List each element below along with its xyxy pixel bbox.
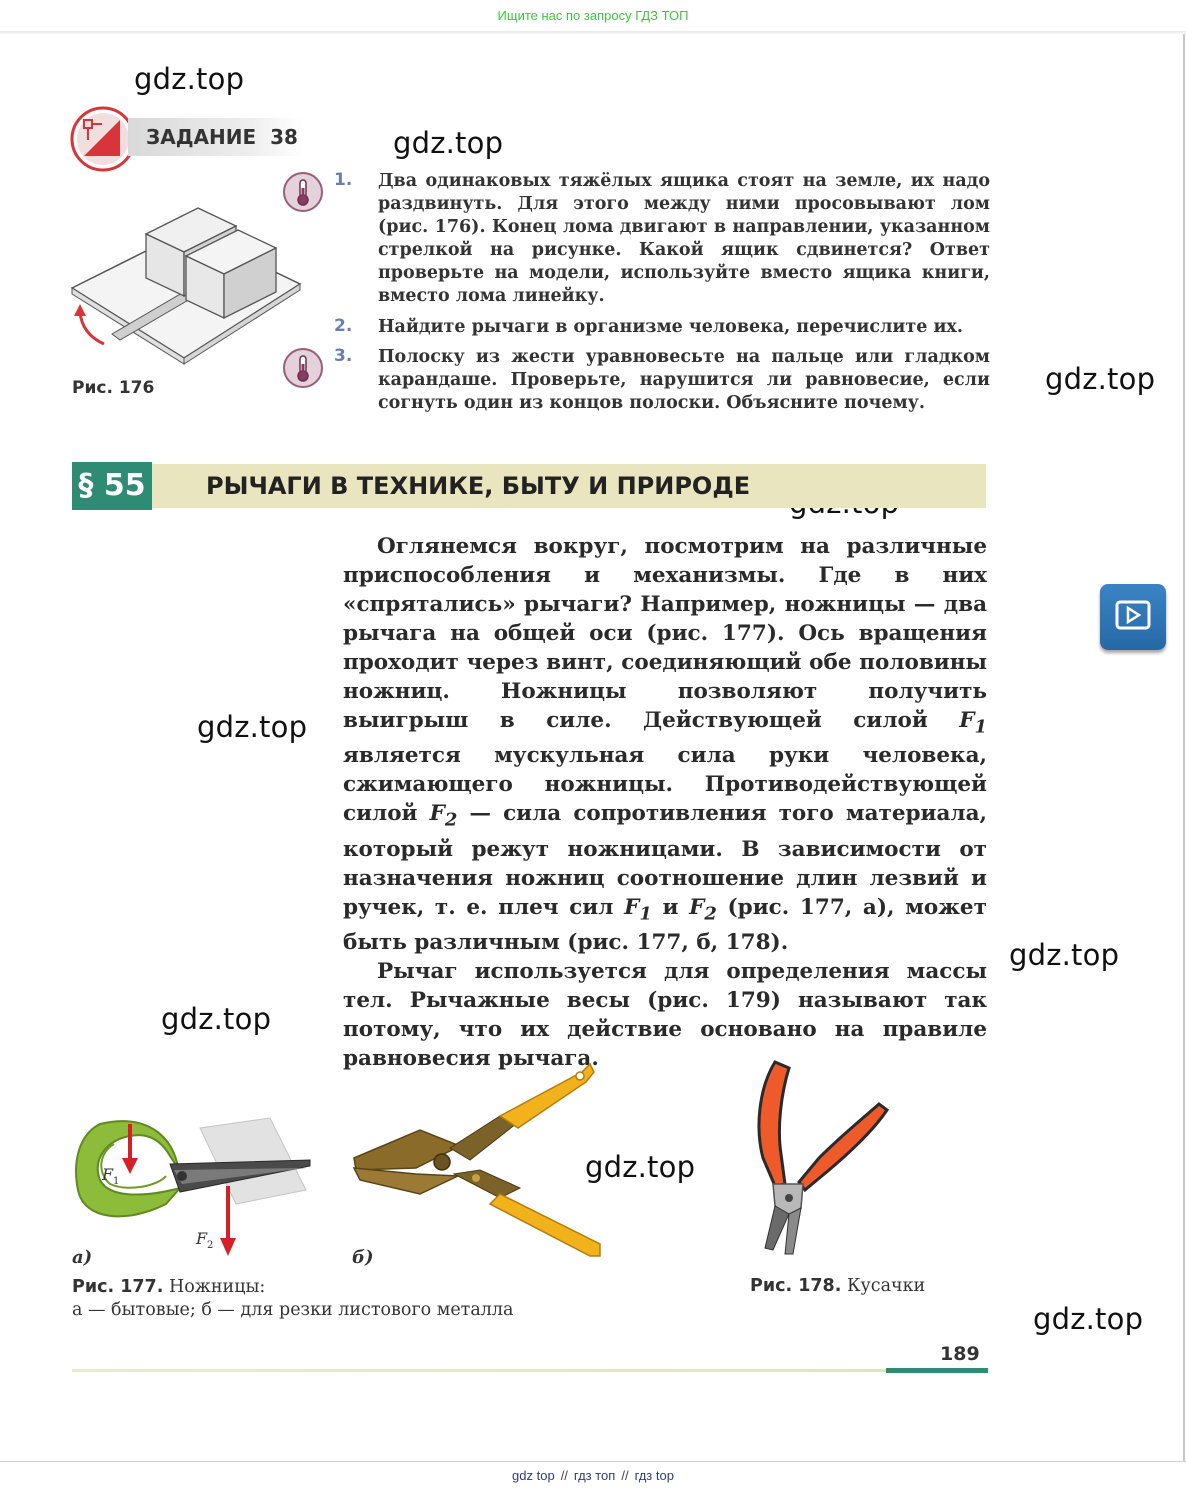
task-label: ЗАДАНИЕ: [146, 125, 257, 149]
body-text-part: (рис. 177, а), может быть различным (рис. 177, б, 178).: [343, 894, 987, 955]
page-edge: [1183, 34, 1185, 1462]
footer-divider: [0, 1461, 1186, 1462]
figure-label-b: б): [352, 1247, 374, 1268]
paragraph: Рычаг используется для определения массы тел. Рычажные весы (рис. 179) называют так потому, что их действие основано на правиле равновесия рычага.: [343, 958, 987, 1071]
figure-178-cutters: [745, 1058, 905, 1264]
figure-label-a: а): [72, 1247, 93, 1268]
body-text-part: Оглянемся вокруг, посмотрим на различные приспособления и механизмы. Где в них «спрятались» рычаги? Например, ножницы — два рычага на общей оси (рис. 177). Ось вращения проходит через винт, соединяющий обе половины ножниц. Ножницы позволяют получить выигрыш в силе. Действующей силой: [343, 534, 987, 733]
watermark: gdz.top: [197, 710, 308, 744]
footer-links: [0, 1468, 1186, 1483]
top-banner[interactable]: Ищите нас по запросу ГДЗ ТОП: [497, 8, 689, 23]
footer-link[interactable]: гдз top: [634, 1468, 674, 1483]
paragraph: [343, 532, 987, 957]
footer-separator: //: [560, 1468, 568, 1483]
section-title: РЫЧАГИ В ТЕХНИКЕ, БЫТУ И ПРИРОДЕ: [152, 464, 986, 508]
body-text-part: и: [662, 894, 679, 920]
question-number: 2.: [334, 316, 353, 336]
figure-177a-scissors: [70, 1100, 315, 1260]
banner-shadow: [0, 31, 1186, 35]
force-label: F: [102, 1165, 114, 1184]
watermark: gdz.top: [1009, 938, 1120, 972]
section-number: § 55: [72, 462, 152, 510]
watermark: gdz.top: [134, 62, 245, 96]
video-button[interactable]: [1100, 584, 1166, 650]
force-label-sub: 2: [207, 1240, 214, 1251]
question-number: 3.: [334, 346, 353, 366]
footer-link[interactable]: gdz top: [512, 1468, 555, 1483]
watermark: gdz.top: [585, 1150, 696, 1184]
body-text-part: является мускульная сила руки человека, сжимающего ножницы. Противодействующей силой: [343, 743, 987, 827]
body-text-part: — сила сопротивления того материала, который режут ножницами. В зависимости от назначения ножниц соотношение длин лезвий и ручек, т. е. плеч сил: [343, 801, 987, 920]
task-icon: [70, 106, 136, 172]
question-text: Полоску из жести уравновесьте на пальце или гладком карандаше. Проверьте, нарушится ли равновесие, если согнуть один из концов полоски. Объясните почему.: [378, 347, 990, 413]
figure-177b-metal-shears: [350, 1058, 610, 1264]
watermark: gdz.top: [393, 126, 504, 160]
watermark: gdz.top: [161, 1002, 272, 1036]
footer-link[interactable]: гдз топ: [573, 1468, 616, 1483]
force-symbol: $F_2$: [689, 894, 717, 924]
caption-detail: а — бытовые; б — для резки листового металла: [72, 1300, 514, 1320]
watermark: gdz.top: [1045, 362, 1156, 396]
page-rule-accent: [886, 1368, 988, 1373]
caption-label: Рис. 178.: [750, 1276, 842, 1296]
thermometer-icon: [283, 172, 323, 212]
caption-title: Кусачки: [846, 1276, 926, 1296]
question-text: Два одинаковых тяжёлых ящика стоят на земле, их надо раздвинуть. Для этого между ними просовывают лом (рис. 176). Конец лома двигают в направлении, указанном стрелкой на рисунке. Какой ящик сдвинется? Ответ проверьте на модели, используйте вместо ящика книги, вместо лома линейку.: [378, 171, 990, 306]
force-symbol: $F_1$: [624, 894, 652, 924]
caption-label: Рис. 177.: [72, 1277, 164, 1297]
figure-178-caption: [750, 1276, 925, 1296]
force-symbol: $F_2$: [429, 801, 458, 831]
question-number: 1.: [334, 170, 353, 190]
page-rule: [72, 1369, 886, 1372]
force-label: F: [196, 1229, 208, 1248]
caption-title: Ножницы:: [168, 1277, 266, 1297]
question-text: Найдите рычаги в организме человека, перечислите их.: [378, 317, 963, 337]
watermark: gdz.top: [1033, 1302, 1144, 1336]
task-number: 38: [270, 125, 298, 149]
thermometer-icon: [283, 348, 323, 388]
play-icon: [1100, 584, 1166, 650]
page-number: 189: [940, 1343, 980, 1365]
figure-176-boxes: [68, 188, 308, 368]
figure-176-caption: Рис. 176: [72, 378, 155, 398]
section-header: [72, 462, 986, 510]
task-header: [128, 118, 304, 156]
force-label-sub: 1: [113, 1176, 120, 1187]
figure-177-caption: [72, 1276, 632, 1322]
force-symbol: $F_1$: [959, 708, 987, 738]
footer-separator: //: [621, 1468, 629, 1483]
section-body: [343, 532, 987, 1073]
